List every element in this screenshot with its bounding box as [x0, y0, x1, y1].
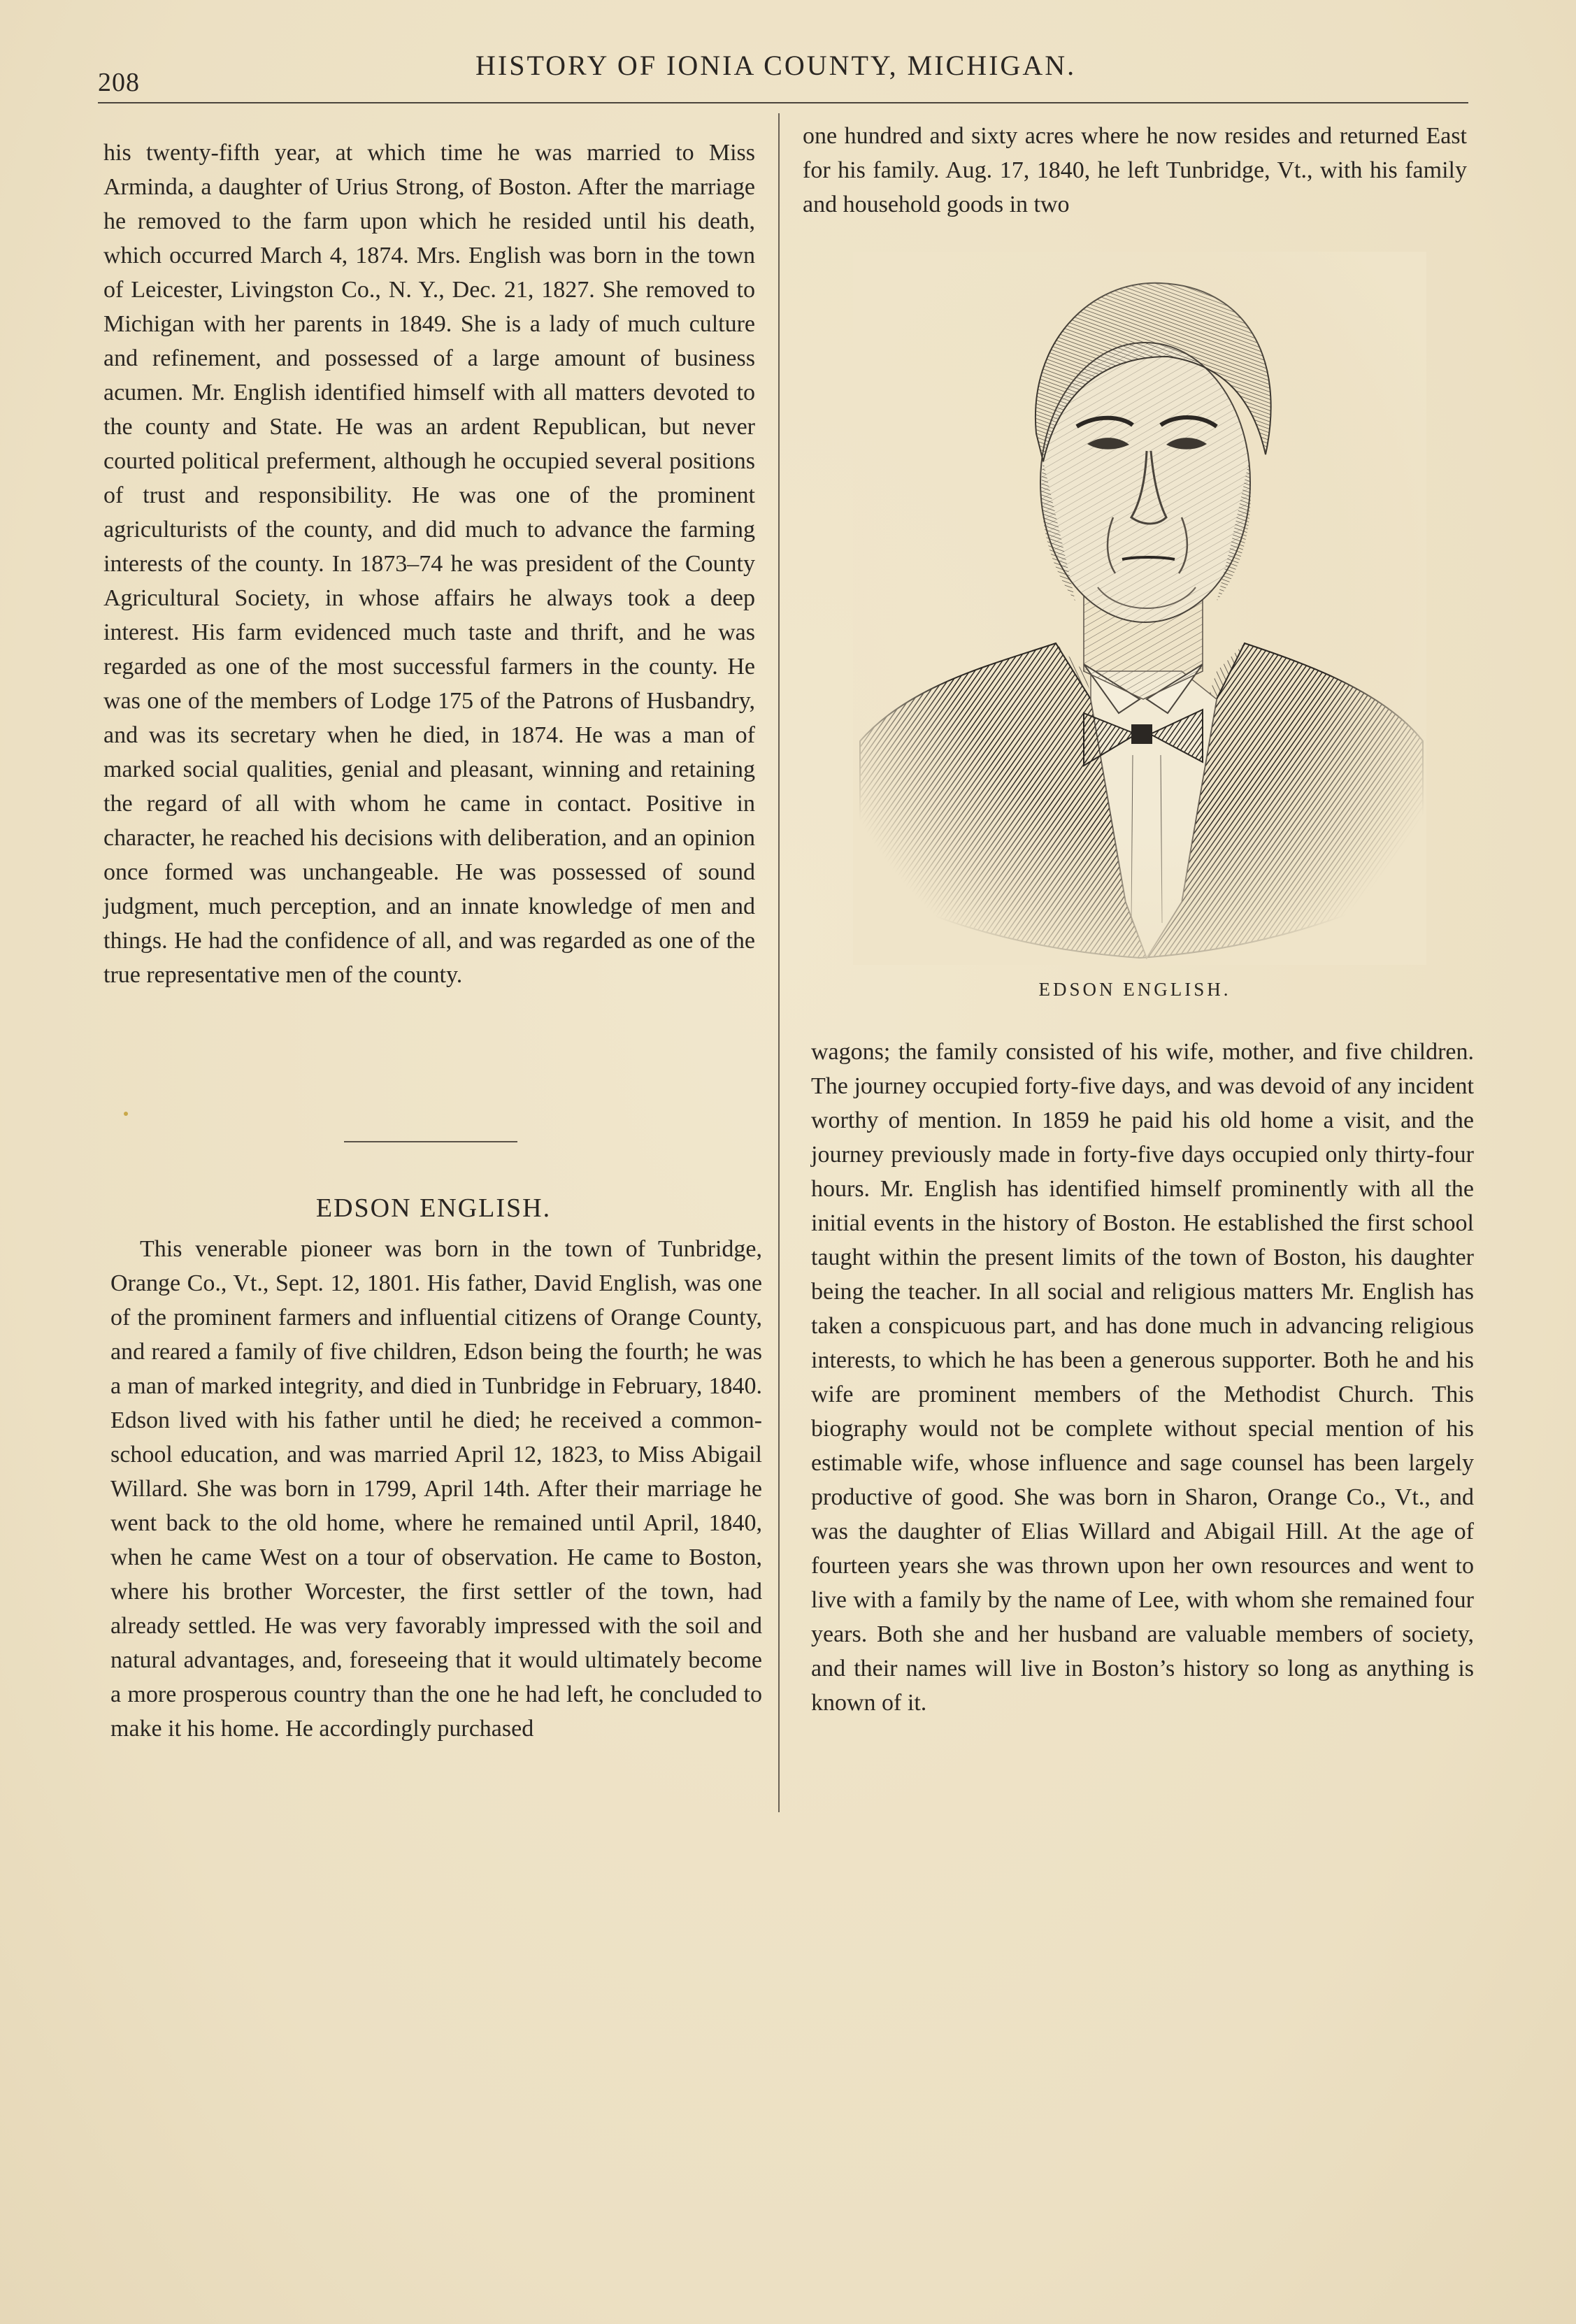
section-heading: EDSON ENGLISH.	[315, 1193, 552, 1223]
running-title: HISTORY OF IONIA COUNTY, MICHIGAN.	[475, 50, 1077, 81]
continuation-paragraph: his twenty-fifth year, at which time he was married to Miss Arminda, a daughter of Urius Strong, of Boston. After the marriage he removed to the farm upon which he resided until his death, which occurred March 4, 1874. Mrs. English was born in the town of Leicester, Livingston Co., N. Y., Dec. 21, 1827. She removed to Michigan with her parents in 1849. She is a lady of much culture and refinement, and possessed of a large amount of business acumen. Mr. English identified himself with all matters devoted to the county and State. He was an ardent Republican, but never courted political preferment, although he occupied several positions of trust and responsibility. He was one of the prominent agriculturists of the county, and did much to advance the farming interests of the county. In 1873–74 he was president of the County Agricultural Society, in whose affairs he always took a deep interest. His farm evidenced much taste and thrift, and he was regarded as one of the most successful farmers in the county. He was one of the members of Lodge 175 of the Patrons of Husbandry, and was its secretary when he died, in 1874. He was a man of marked social qualities, genial and pleasant, winning and retaining the regard of all with whom he came in contact. Positive in character, he reached his decisions with deliberation, and an opinion once formed was unchangeable. He was possessed of sound judgment, much perception, and an innate knowledge of men and things. He had the confidence of all, and was regarded as one of the true representative men of the county.	[103, 140, 755, 988]
column-divider	[778, 113, 780, 1812]
ink-speck	[124, 1112, 128, 1116]
header-rule	[98, 102, 1468, 103]
portrait-engraving	[853, 252, 1426, 965]
left-column-biography	[110, 1232, 762, 1746]
page-number: 208	[98, 68, 140, 97]
right-column-top	[803, 119, 1467, 222]
section-separator-rule	[344, 1141, 517, 1142]
left-column-continuation	[103, 136, 755, 992]
portrait-caption: EDSON ENGLISH.	[1038, 979, 1231, 1000]
right-column-bottom	[811, 1035, 1474, 1720]
right-top-paragraph: one hundred and sixty acres where he now resides and returned East for his family. Aug. 17, 1840, he left Tunbridge, Vt., with his family and household goods in two	[803, 123, 1467, 217]
biography-paragraph: This venerable pioneer was born in the town of Tunbridge, Orange Co., Vt., Sept. 12, 1801. His father, David English, was one of the prominent farmers and influential citizens of Orange County, and reared a family of five children, Edson being the fourth; he was a man of marked integrity, and died in Tunbridge in February, 1840. Edson lived with his father until he died; he received a common-school education, and was married April 12, 1823, to Miss Abigail Willard. She was born in 1799, April 14th. After their marriage he went back to the old home, where he remained until April, 1840, when he came West on a tour of observation. He came to Boston, where his brother Worcester, the first settler of the town, had already settled. He was very favorably impressed with the soil and natural advantages, and, foreseeing that it would ultimately become a more prosperous country than the one he had left, he concluded to make it his home. He accordingly purchased	[110, 1236, 762, 1742]
right-bottom-paragraph: wagons; the family consisted of his wife, mother, and five children. The journey occupied forty-five days, and was devoid of any incident worthy of mention. In 1859 he paid his old home a visit, and the journey previously made in forty-five days occupied only thirty-four hours. Mr. English has identified himself prominently with all the initial events in the history of Boston. He established the first school taught within the present limits of the town of Boston, his daughter being the teacher. In all social and religious matters Mr. English has taken a conspicuous part, and has done much in advancing religious interests, to which he has been a generous supporter. Both he and his wife are prominent members of the Methodist Church. This biography would not be complete without special mention of his estimable wife, whose influence and sage counsel has been largely productive of good. She was born in Sharon, Orange Co., Vt., and was the daughter of Elias Willard and Abigail Hill. At the age of fourteen years she was thrown upon her own resources and went to live with a family by the name of Lee, with whom she remained four years. Both she and her husband are valuable members of society, and their names will live in Boston’s history so long as anything is known of it.	[811, 1039, 1474, 1716]
